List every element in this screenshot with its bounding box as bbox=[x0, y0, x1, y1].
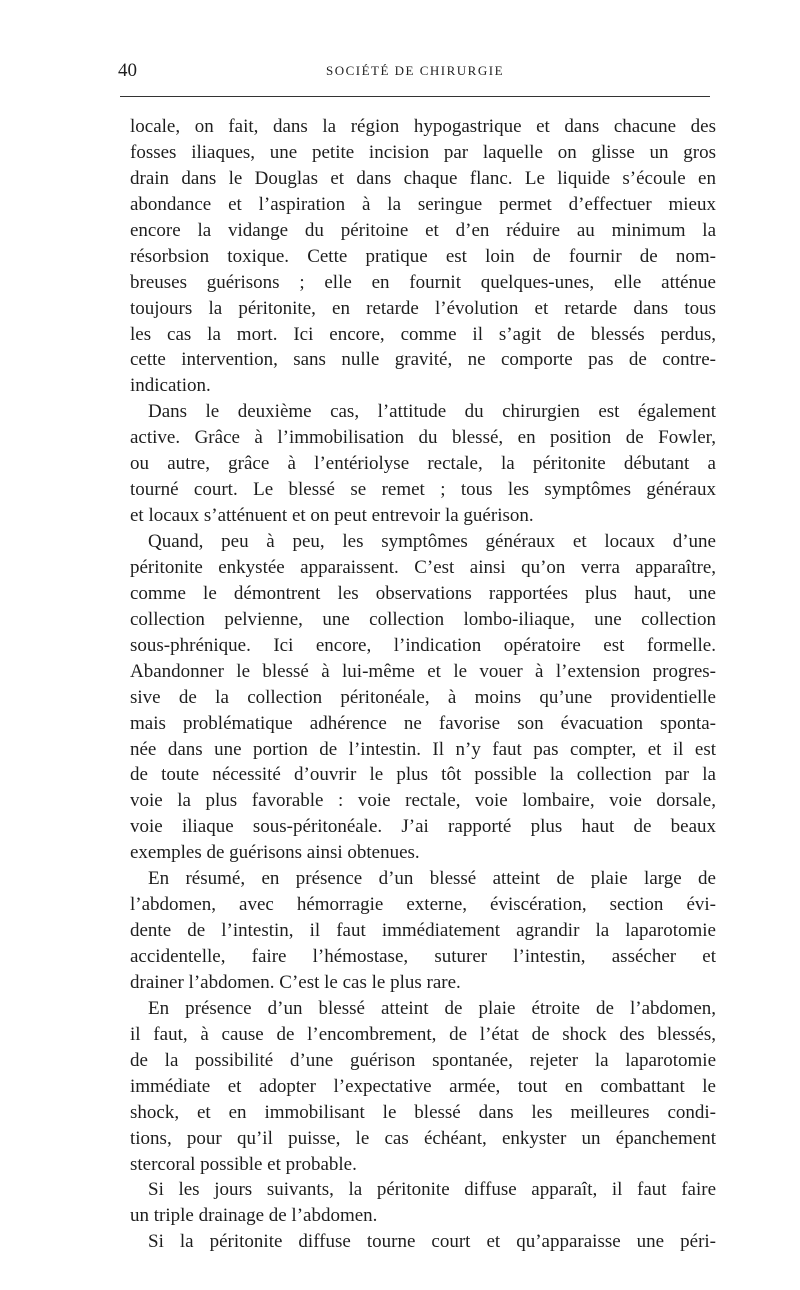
text-line: immédiate et adopter l’expectative armée, tout en combattant le bbox=[130, 1075, 716, 1097]
text-line: l’abdomen, avec hémorragie externe, éviscération, section évi- bbox=[130, 894, 716, 916]
text-line: ou autre, grâce à l’entériolyse rectale, la péritonite débutant a bbox=[130, 453, 716, 475]
text-line: drainer l’abdomen. C’est le cas le plus rare. bbox=[130, 971, 461, 993]
text-line: comme le démontrent les observations rapportées plus haut, une bbox=[130, 582, 716, 604]
text-line: abondance et l’aspiration à la seringue permet d’effectuer mieux bbox=[130, 193, 716, 215]
text-line: stercoral possible et probable. bbox=[130, 1153, 357, 1175]
running-title: SOCIÉTÉ DE CHIRURGIE bbox=[325, 63, 505, 78]
text-line: Si les jours suivants, la péritonite diffuse apparaît, il faut faire bbox=[148, 1179, 716, 1201]
text-line: fosses iliaques, une petite incision par laquelle on glisse un gros bbox=[130, 141, 716, 163]
text-line: drain dans le Douglas et dans chaque flanc. Le liquide s’écoule en bbox=[130, 167, 716, 189]
text-line: mais problématique adhérence ne favorise son évacuation sponta- bbox=[130, 712, 716, 734]
text-line: Dans le deuxième cas, l’attitude du chirurgien est également bbox=[148, 401, 716, 423]
text-line: dente de l’intestin, il faut immédiatement agrandir la laparotomie bbox=[130, 920, 716, 942]
text-line: breuses guérisons ; elle en fournit quelques-unes, elle atténue bbox=[130, 271, 716, 293]
text-line: shock, et en immobilisant le blessé dans les meilleures condi- bbox=[130, 1101, 716, 1123]
text-line: locale, on fait, dans la région hypogastrique et dans chacune des bbox=[130, 116, 716, 137]
text-line: active. Grâce à l’immobilisation du blessé, en position de Fowler, bbox=[130, 427, 716, 449]
text-line: cette intervention, sans nulle gravité, ne comporte pas de contre- bbox=[130, 349, 716, 371]
text-line: péritonite enkystée apparaissent. C’est ainsi qu’on verra apparaître, bbox=[130, 556, 716, 578]
text-line: En présence d’un blessé atteint de plaie étroite de l’abdomen, bbox=[148, 997, 716, 1019]
text-line: indication. bbox=[130, 375, 211, 397]
text-line: toujours la péritonite, en retarde l’évolution et retarde dans tous bbox=[130, 297, 716, 319]
text-line: tions, pour qu’il puisse, le cas échéant, enkyster un épanchement bbox=[130, 1127, 716, 1149]
text-line: il faut, à cause de l’encombrement, de l’état de shock des blessés, bbox=[130, 1023, 716, 1045]
text-line: accidentelle, faire l’hémostase, suturer l’intestin, assécher et bbox=[130, 946, 716, 967]
text-line: voie iliaque sous-péritonéale. J’ai rapporté plus haut de beaux bbox=[130, 816, 716, 838]
text-line: de la possibilité d’une guérison spontanée, rejeter la laparotomie bbox=[130, 1049, 716, 1071]
text-line: En résumé, en présence d’un blessé atteint de plaie large de bbox=[148, 868, 716, 890]
text-line: née dans une portion de l’intestin. Il n’y faut pas compter, et il est bbox=[130, 738, 716, 760]
text-line: Si la péritonite diffuse tourne court et qu’apparaisse une péri- bbox=[148, 1231, 716, 1253]
text-line: résorbsion toxique. Cette pratique est loin de fournir de nom- bbox=[130, 245, 716, 267]
text-line: collection pelvienne, une collection lombo-iliaque, une collection bbox=[130, 608, 716, 630]
text-line: un triple drainage de l’abdomen. bbox=[130, 1205, 378, 1227]
text-line: tourné court. Le blessé se remet ; tous les symptômes généraux bbox=[130, 479, 716, 501]
header-rule bbox=[120, 96, 710, 97]
text-line: sive de la collection péritonéale, à moins qu’une providentielle bbox=[130, 686, 716, 708]
body-text bbox=[130, 114, 716, 1255]
running-head bbox=[118, 60, 712, 84]
page-number: 40 bbox=[118, 60, 137, 81]
text-line: sous-phrénique. Ici encore, l’indication opératoire est formelle. bbox=[130, 634, 716, 656]
text-line: exemples de guérisons ainsi obtenues. bbox=[130, 842, 420, 864]
text-line: encore la vidange du péritoine et d’en réduire au minimum la bbox=[130, 219, 716, 241]
text-line: et locaux s’atténuent et on peut entrevoir la guérison. bbox=[130, 505, 534, 527]
text-line: les cas la mort. Ici encore, comme il s’agit de blessés perdus, bbox=[130, 323, 716, 345]
text-line: Abandonner le blessé à lui-même et le vouer à l’extension progres- bbox=[130, 660, 716, 682]
text-line: voie la plus favorable : voie rectale, voie lombaire, voie dorsale, bbox=[130, 790, 716, 812]
text-line: de toute nécessité d’ouvrir le plus tôt possible la collection par la bbox=[130, 764, 716, 786]
text-line: Quand, peu à peu, les symptômes généraux et locaux d’une bbox=[148, 531, 716, 552]
